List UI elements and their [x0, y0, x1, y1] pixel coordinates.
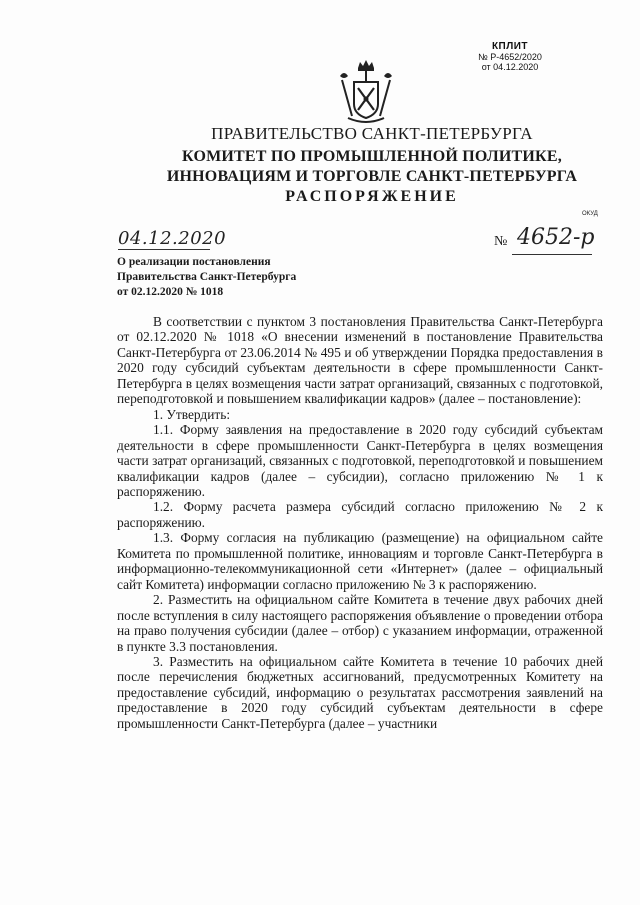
- document-type-title: РАСПОРЯЖЕНИЕ: [285, 188, 459, 205]
- handwritten-number: 4652-р: [517, 225, 595, 250]
- body-paragraph: В соответствии с пунктом 3 постановления Правительства Санкт-Петербурга от 02.12.2020 № 1018 «О внесении изменений в постановление Правительства Санкт-Петербурга от 23.06.2014 № 495 и об утверждении Порядка предоставления в 2020 году субсидий субъектам деятельности в сфере промышленности Санкт-Петербурга в целях возмещения части затрат организаций, связанных с подготовкой, переподготовкой и повышением квалификации кадров» (далее – постановление):: [117, 314, 603, 407]
- body-paragraph: 1.3. Форму согласия на публикацию (размещение) на официальном сайте Комитета по промышленной политике, инновациям и торговле Санкт-Петербурга в информационно-телекоммуникационной сети «Интернет» (далее – официальный сайт Комитета) информации согласно приложению № 3 к распоряжению.: [117, 530, 603, 592]
- subject-line: от 02.12.2020 № 1018: [117, 286, 224, 298]
- stamp-reg-date: от 04.12.2020: [481, 62, 539, 72]
- committee-name-line1: КОМИТЕТ ПО ПРОМЫШЛЕННОЙ ПОЛИТИКЕ,: [182, 148, 562, 165]
- number-label: №: [494, 234, 508, 249]
- registration-stamp: [470, 42, 550, 72]
- body-paragraph: 1.2. Форму расчета размера субсидий согласно приложению № 2 к распоряжению.: [117, 499, 603, 530]
- government-title: ПРАВИТЕЛЬСТВО САНКТ-ПЕТЕРБУРГА: [211, 124, 533, 143]
- subject-line: О реализации постановления: [117, 256, 271, 268]
- body-paragraph: 2. Разместить на официальном сайте Комитета в течение двух рабочих дней после вступления в силу настоящего распоряжения объявление о проведении отбора на право получения субсидии (далее – отбор) с указанием информации, отраженной в пункте 3.3 постановления.: [117, 592, 603, 654]
- subject-line: Правительства Санкт-Петербурга: [117, 271, 297, 283]
- body-paragraph: 1.1. Форму заявления на предоставление в 2020 году субсидий субъектам деятельности в сфере промышленности Санкт-Петербурга в целях возмещения части затрат организаций, связанных с подготовкой, переподготовкой и повышением квалификации кадров (далее – субсидии), согласно приложению № 1 к распоряжению.: [117, 422, 603, 499]
- stamp-org: КПЛИТ: [491, 41, 529, 52]
- coat-of-arms-icon: [336, 60, 396, 126]
- committee-name-line2: ИННОВАЦИЯМ И ТОРГОВЛЕ САНКТ-ПЕТЕРБУРГА: [166, 168, 578, 185]
- okud-label: ОКУД: [582, 211, 598, 217]
- handwritten-date: 04.12.2020: [118, 228, 227, 249]
- body-paragraph: 1. Утвердить:: [153, 406, 231, 422]
- document-subject: [117, 255, 296, 300]
- body-paragraph: 3. Разместить на официальном сайте Комитета в течение 10 рабочих дней после перечисления бюджетных ассигнований, предусмотренных Комитету на предоставление субсидий, информацию о результатах рассмотрения заявлений на предоставление в 2020 году субсидий субъектам деятельности в сфере промышленности Санкт-Петербурга (далее – участники: [117, 653, 603, 731]
- date-underline: [118, 249, 210, 250]
- number-underline: [512, 254, 592, 255]
- stamp-reg-number: № Р-4652/2020: [478, 52, 542, 62]
- document-body: [117, 314, 603, 731]
